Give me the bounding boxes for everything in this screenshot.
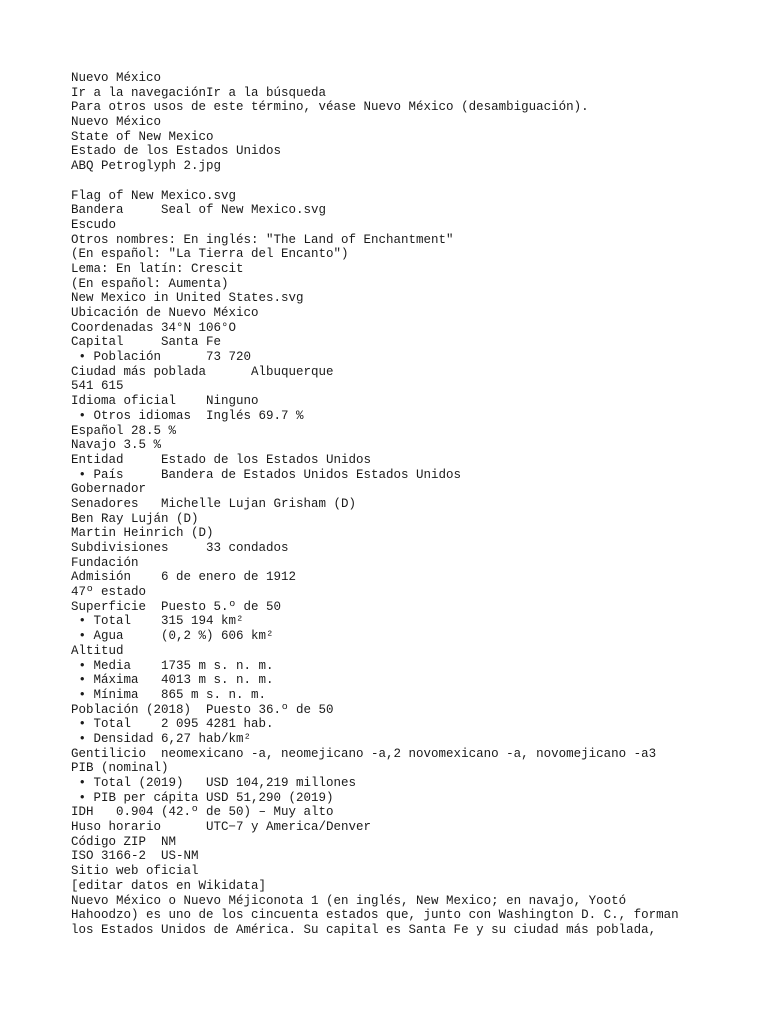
- seal-filename: Bandera Seal of New Mexico.svg: [71, 203, 327, 218]
- text-line: Senadores Michelle Lujan Grisham (D): [71, 496, 357, 511]
- text-line: Gobernador: [71, 482, 147, 497]
- text-line: Ubicación de Nuevo México: [71, 306, 259, 320]
- text-line: • Densidad 6,27 hab/km²: [71, 731, 252, 746]
- intro-paragraph-line: los Estados Unidos de América. Su capital es Santa Fe y su ciudad más poblada,: [71, 922, 657, 937]
- text-line: Nuevo México: [71, 71, 162, 85]
- text-line: Navajo 3.5 %: [71, 438, 162, 453]
- text-line: Entidad Estado de los Estados Unidos: [71, 452, 372, 467]
- text-line: Código ZIP NM: [71, 834, 177, 849]
- text-line: Lema: En latín: Crescit: [71, 261, 244, 276]
- text-line: Subdivisiones 33 condados: [71, 541, 289, 555]
- image-filename: ABQ Petroglyph 2.jpg: [71, 159, 222, 174]
- text-line: Población (2018) Puesto 36.º de 50: [71, 702, 334, 717]
- intro-paragraph-line: Nuevo México o Nuevo Méjiconota 1 (en inglés, New Mexico; en navajo, Yootó: [71, 893, 627, 908]
- skip-links[interactable]: Ir a la navegaciónIr a la búsqueda: [71, 85, 327, 100]
- text-line: Idioma oficial Ninguno: [71, 394, 259, 409]
- text-line: • Máxima 4013 m s. n. m.: [71, 673, 274, 688]
- text-line: Fundación: [71, 555, 139, 570]
- text-line: Capital Santa Fe: [71, 335, 222, 350]
- text-line: • Total (2019) USD 104,219 millones: [71, 776, 357, 790]
- text-line: Otros nombres: En inglés: "The Land of Enchantment": [71, 232, 454, 247]
- edit-wikidata-link[interactable]: [editar datos en Wikidata]: [71, 878, 267, 893]
- text-line: Superficie Puesto 5.º de 50: [71, 599, 282, 614]
- text-line: • Mínima 865 m s. n. m.: [71, 687, 267, 702]
- disambiguation-note: Para otros usos de este término, véase Nuevo México (desambiguación).: [71, 100, 589, 115]
- text-line: PIB (nominal): [71, 761, 169, 776]
- text-line: Huso horario UTC−7 y America/Denver: [71, 820, 372, 835]
- document-page: [71, 71, 691, 938]
- coordinates: Coordenadas 34°N 106°O: [71, 320, 237, 335]
- map-filename: New Mexico in United States.svg: [71, 291, 304, 306]
- official-website-link[interactable]: Sitio web oficial: [71, 864, 199, 879]
- text-line: • Otros idiomas Inglés 69.7 %: [71, 408, 304, 423]
- text-line: • Población 73 720: [71, 350, 252, 365]
- blank-line: [71, 174, 691, 189]
- text-line: Ben Ray Luján (D): [71, 511, 199, 526]
- text-line: Altitud: [71, 643, 124, 658]
- text-line: 47º estado: [71, 585, 147, 600]
- text-line: Gentilicio neomexicano -a, neomejicano -a,2 novomexicano -a, novomejicano -a3: [71, 746, 657, 761]
- text-line: ISO 3166-2 US-NM: [71, 849, 199, 864]
- text-line: Ciudad más poblada Albuquerque: [71, 364, 334, 379]
- text-line: (En español: "La Tierra del Encanto"): [71, 247, 349, 262]
- text-line: Martin Heinrich (D): [71, 526, 214, 541]
- text-line: • Agua (0,2 %) 606 km²: [71, 629, 274, 644]
- text-line: Admisión 6 de enero de 1912: [71, 570, 297, 585]
- intro-paragraph-line: Hahoodzo) es uno de los cincuenta estados que, junto con Washington D. C., forman: [71, 908, 679, 923]
- text-line: • País Bandera de Estados Unidos Estados Unidos: [71, 467, 462, 482]
- text-line: • Total 315 194 km²: [71, 614, 244, 629]
- flag-filename: Flag of New Mexico.svg: [71, 188, 237, 203]
- text-line: 541 615: [71, 379, 124, 394]
- text-line: IDH 0.904 (42.º de 50) – Muy alto: [71, 805, 334, 820]
- text-line: Estado de los Estados Unidos: [71, 144, 282, 159]
- text-line: • Media 1735 m s. n. m.: [71, 658, 274, 673]
- text-line: State of New Mexico: [71, 129, 214, 144]
- text-line: • PIB per cápita USD 51,290 (2019): [71, 790, 334, 805]
- text-line: Nuevo México: [71, 115, 162, 130]
- text-line: • Total 2 095 4281 hab.: [71, 717, 274, 732]
- text-line: Español 28.5 %: [71, 423, 177, 438]
- text-line: Escudo: [71, 217, 117, 232]
- text-line: (En español: Aumenta): [71, 276, 229, 291]
